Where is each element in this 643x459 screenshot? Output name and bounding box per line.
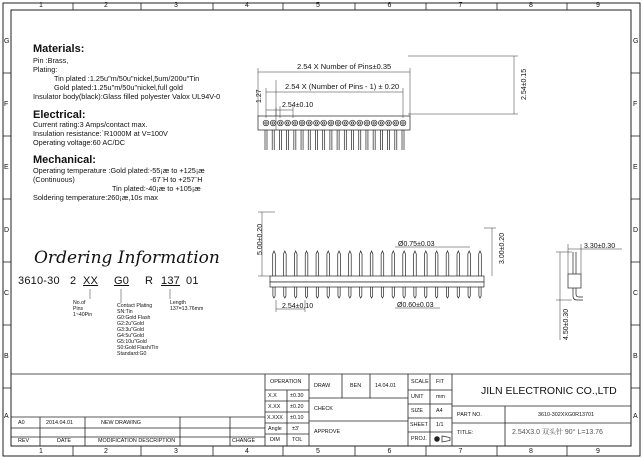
pins-note: No.of Pins 1~40Pin	[73, 300, 93, 318]
order-code-suffix: 01	[186, 275, 199, 287]
tb-scale-value: FIT	[436, 379, 445, 385]
tb-draw: DRAW	[314, 383, 331, 389]
materials-insulator: Insulator body(black):Glass filled polyester Valox UL94V-0	[33, 92, 221, 101]
row-label-right: G	[633, 37, 639, 45]
front-pin-upper	[468, 251, 471, 276]
row-label-left: A	[4, 413, 9, 420]
order-code-plating: G0	[114, 275, 130, 287]
row-label-right: B	[633, 352, 638, 360]
front-pin-tail	[349, 287, 351, 298]
tb-size-value: A4	[436, 408, 443, 414]
tb-tol-v2: ±0.10	[290, 415, 304, 421]
front-pin-upper	[327, 251, 330, 276]
top-pin-tail	[323, 130, 325, 150]
electrical-heading: Electrical:	[33, 109, 86, 121]
front-pin-upper	[403, 251, 406, 276]
top-pin-tail	[344, 130, 346, 150]
row-label-right: F	[633, 100, 638, 108]
rev-value: A0	[18, 420, 25, 426]
mechanical-line3: -67¨H to +257¨H	[150, 175, 203, 184]
top-pin-tail	[388, 130, 390, 150]
part-no-label: PART NO.	[457, 412, 482, 418]
top-pin-tail	[279, 130, 281, 150]
mechanical-line4: Tin plated:-40¡æ to +105¡æ	[112, 184, 201, 193]
order-code-prefix: 3610-30	[18, 275, 60, 287]
tb-sheet: SHEET	[410, 422, 428, 428]
dim-body-width: 2.54±0.15	[521, 68, 528, 100]
rev-date-value: 2014.04.01	[46, 420, 73, 426]
row-label-left: C	[4, 289, 10, 297]
rev-desc-value: NEW DRAWING	[101, 420, 141, 426]
title-value: 2.54X3.0 双头针 90° L=13.76	[512, 429, 603, 436]
front-pin-upper	[414, 251, 417, 276]
col-label-bottom: 2	[104, 448, 108, 455]
dim-overall-length: 2.54 X Number of Pins±0.35	[297, 62, 392, 71]
top-pin-tail	[366, 130, 368, 150]
front-pin-tail	[425, 287, 427, 298]
front-pin-tail	[403, 287, 405, 298]
tb-scale: SCALE	[411, 379, 429, 385]
col-label-bottom: 7	[458, 448, 463, 455]
front-pin-upper	[305, 251, 308, 276]
front-pin-upper	[424, 251, 427, 276]
order-code-pins: XX	[83, 275, 99, 287]
electrical-current: Current rating:3 Amps/contact max.	[33, 120, 148, 129]
tb-unit-value: mm	[436, 394, 445, 400]
col-label-top: 3	[174, 2, 178, 9]
front-pin-tail	[370, 287, 372, 298]
col-label-top: 4	[245, 2, 249, 9]
plating-note: Contact Plating SN:Tin G0:Gold Flash G2:2u"Gold G3:3u"Gold G4:5u"Gold G5:10u"Gold S0:Gold Flash/Tin Standard:G0	[117, 303, 159, 357]
front-pin-tail	[414, 287, 416, 298]
order-code-length: 137	[161, 275, 180, 287]
dim-pitch-span: 2.54 X (Number of Pins - 1) ± 0.20	[285, 82, 400, 91]
title-label: TITLE:	[457, 430, 474, 436]
front-pin-tail	[295, 287, 297, 298]
order-code-shape: R	[145, 275, 154, 287]
front-pin-tail	[360, 287, 362, 298]
front-pin-upper	[349, 251, 352, 276]
mechanical-line1: Operating temperature :Gold plated:-55¡æ to +125¡æ	[33, 166, 205, 175]
tb-tol-header: TOL	[292, 437, 303, 443]
top-pin-tail	[265, 130, 267, 150]
top-pin-tail	[330, 130, 332, 150]
col-label-top: 9	[596, 2, 600, 9]
row-label-left: B	[4, 352, 9, 360]
row-label-left: D	[4, 226, 10, 234]
row-label-left: F	[4, 100, 9, 108]
materials-gold: Gold plated:1.25u"m/50u"nickel,full gold	[54, 83, 183, 92]
front-pin-tail	[284, 287, 286, 298]
tb-check: CHECK	[314, 406, 333, 412]
dim-side-offset: 3.30±0.30	[584, 243, 616, 250]
col-label-bottom: 9	[596, 448, 600, 455]
change-header: CHANGE	[232, 438, 256, 444]
dim-upper-pin-length: 5.00±0.20	[257, 223, 264, 255]
length-note: Length 137=13.76mm	[170, 300, 204, 312]
front-pin-tail	[436, 287, 438, 298]
top-view-connector	[258, 116, 410, 150]
row-label-right: C	[633, 289, 639, 297]
front-pin-tail	[446, 287, 448, 298]
front-pin-upper	[392, 251, 395, 276]
electrical-voltage: Operating voltage:60 AC/DC	[33, 138, 126, 147]
front-pin-upper	[435, 251, 438, 276]
part-no-value: 3610-302XXG0R13701	[538, 412, 595, 418]
tb-tol-k0: X.X	[268, 393, 277, 399]
top-pin-tail	[380, 130, 382, 150]
tb-approve: APPROVE	[314, 429, 341, 435]
front-pin-upper	[294, 251, 297, 276]
col-label-bottom: 8	[529, 448, 533, 455]
dim-tail-length: 4.50±0.30	[563, 308, 570, 340]
dim-pin-diameter: Ø0.75±0.03	[398, 241, 435, 248]
front-pin-tail	[479, 287, 481, 298]
col-label-top: 6	[387, 2, 392, 9]
materials-heading: Materials:	[33, 43, 85, 55]
top-pin-tail	[373, 130, 375, 150]
projection-symbol	[435, 436, 450, 442]
front-pin-tail	[273, 287, 275, 298]
front-pin-tail	[327, 287, 329, 298]
mechanical-heading: Mechanical:	[33, 154, 96, 166]
tb-tol-k2: X.XXX	[267, 415, 283, 421]
mechanical-line6: Soldering temperature:260¡æ,10s max	[33, 193, 158, 202]
row-label-right: E	[633, 163, 638, 171]
col-label-bottom: 3	[174, 448, 178, 455]
top-pin-tail	[308, 130, 310, 150]
rev-header: REV	[18, 438, 30, 444]
tb-tol-v1: ±0.20	[290, 404, 304, 410]
dim-pitch-front: 2.54±0.10	[282, 303, 314, 310]
col-label-top: 5	[316, 2, 320, 9]
col-label-bottom: 1	[39, 448, 43, 455]
front-pin-tail	[305, 287, 307, 298]
front-view-connector	[270, 251, 484, 298]
front-pin-upper	[381, 251, 384, 276]
tb-size: SIZE	[411, 408, 423, 414]
front-pin-tail	[468, 287, 470, 298]
dim-half-pitch: 1.27	[256, 89, 263, 103]
top-pin-tail	[359, 130, 361, 150]
col-label-top: 8	[529, 2, 533, 9]
col-label-top: 2	[104, 2, 108, 9]
row-label-right: A	[633, 413, 638, 420]
tb-dim: DIM	[270, 437, 280, 443]
top-pin-tail	[337, 130, 339, 150]
order-code-rows: 2	[70, 275, 77, 287]
top-pin-tail	[352, 130, 354, 150]
tb-sheet-value: 1/1	[436, 422, 444, 428]
tb-tol-k3: Angle	[268, 426, 282, 432]
col-label-top: 1	[39, 2, 43, 9]
top-pin-tail	[315, 130, 317, 150]
date-header: DATE	[57, 438, 71, 444]
tb-proj: PROJ.	[411, 436, 427, 442]
tb-tol-k1: X.XX	[268, 404, 281, 410]
front-pin-upper	[338, 251, 341, 276]
materials-plating: Plating:	[33, 65, 58, 74]
top-pin-tail	[294, 130, 296, 150]
row-label-right: D	[633, 226, 639, 234]
tb-date: 14.04.01	[375, 383, 396, 389]
top-pin-tail	[402, 130, 404, 150]
top-pin-tail	[301, 130, 303, 150]
tb-tol-v3: ±3'	[292, 426, 299, 432]
front-pin-tail	[392, 287, 394, 298]
col-label-bottom: 6	[387, 448, 392, 455]
col-label-bottom: 5	[316, 448, 320, 455]
front-pin-tail	[381, 287, 383, 298]
top-pin-tail	[287, 130, 289, 150]
dim-tail-diameter: Ø0.60±0.03	[397, 302, 434, 309]
front-pin-upper	[446, 251, 449, 276]
electrical-resistance: Insulation resistance:`R1000M at V=100V	[33, 129, 168, 138]
tb-tol-v0: ±0.30	[290, 393, 304, 399]
tb-operation: OPERATION	[270, 379, 302, 385]
front-pin-tail	[338, 287, 340, 298]
row-label-left: G	[4, 37, 10, 45]
front-pin-tail	[316, 287, 318, 298]
row-label-left: E	[4, 163, 9, 171]
tb-drawer: BEN	[350, 383, 362, 389]
front-pin-upper	[273, 251, 276, 276]
col-label-top: 7	[458, 2, 463, 9]
desc-header: MODIFICATION DESCRIPTION	[98, 438, 176, 444]
front-pin-upper	[370, 251, 373, 276]
dim-pitch-top: 2.54±0.10	[282, 102, 314, 109]
front-pin-upper	[359, 251, 362, 276]
top-pin-tail	[395, 130, 397, 150]
top-pin-tail	[272, 130, 274, 150]
company-name: JILN ELECTRONIC CO.,LTD	[481, 385, 617, 397]
front-pin-upper	[479, 251, 482, 276]
ordering-title: Ordering Information	[34, 248, 220, 268]
mechanical-line2: (Continuous)	[33, 175, 75, 184]
front-pin-tail	[457, 287, 459, 298]
front-pin-upper	[284, 251, 287, 276]
front-pin-upper	[457, 251, 460, 276]
dim-body-height: 3.00±0.20	[499, 232, 506, 264]
front-pin-upper	[316, 251, 319, 276]
col-label-bottom: 4	[245, 448, 249, 455]
materials-pin: Pin :Brass,	[33, 56, 69, 65]
materials-tin: Tin plated :1.25u"m/50u"nickel,5um/200u"Tin	[54, 74, 200, 83]
tb-unit: UNIT	[411, 394, 424, 400]
